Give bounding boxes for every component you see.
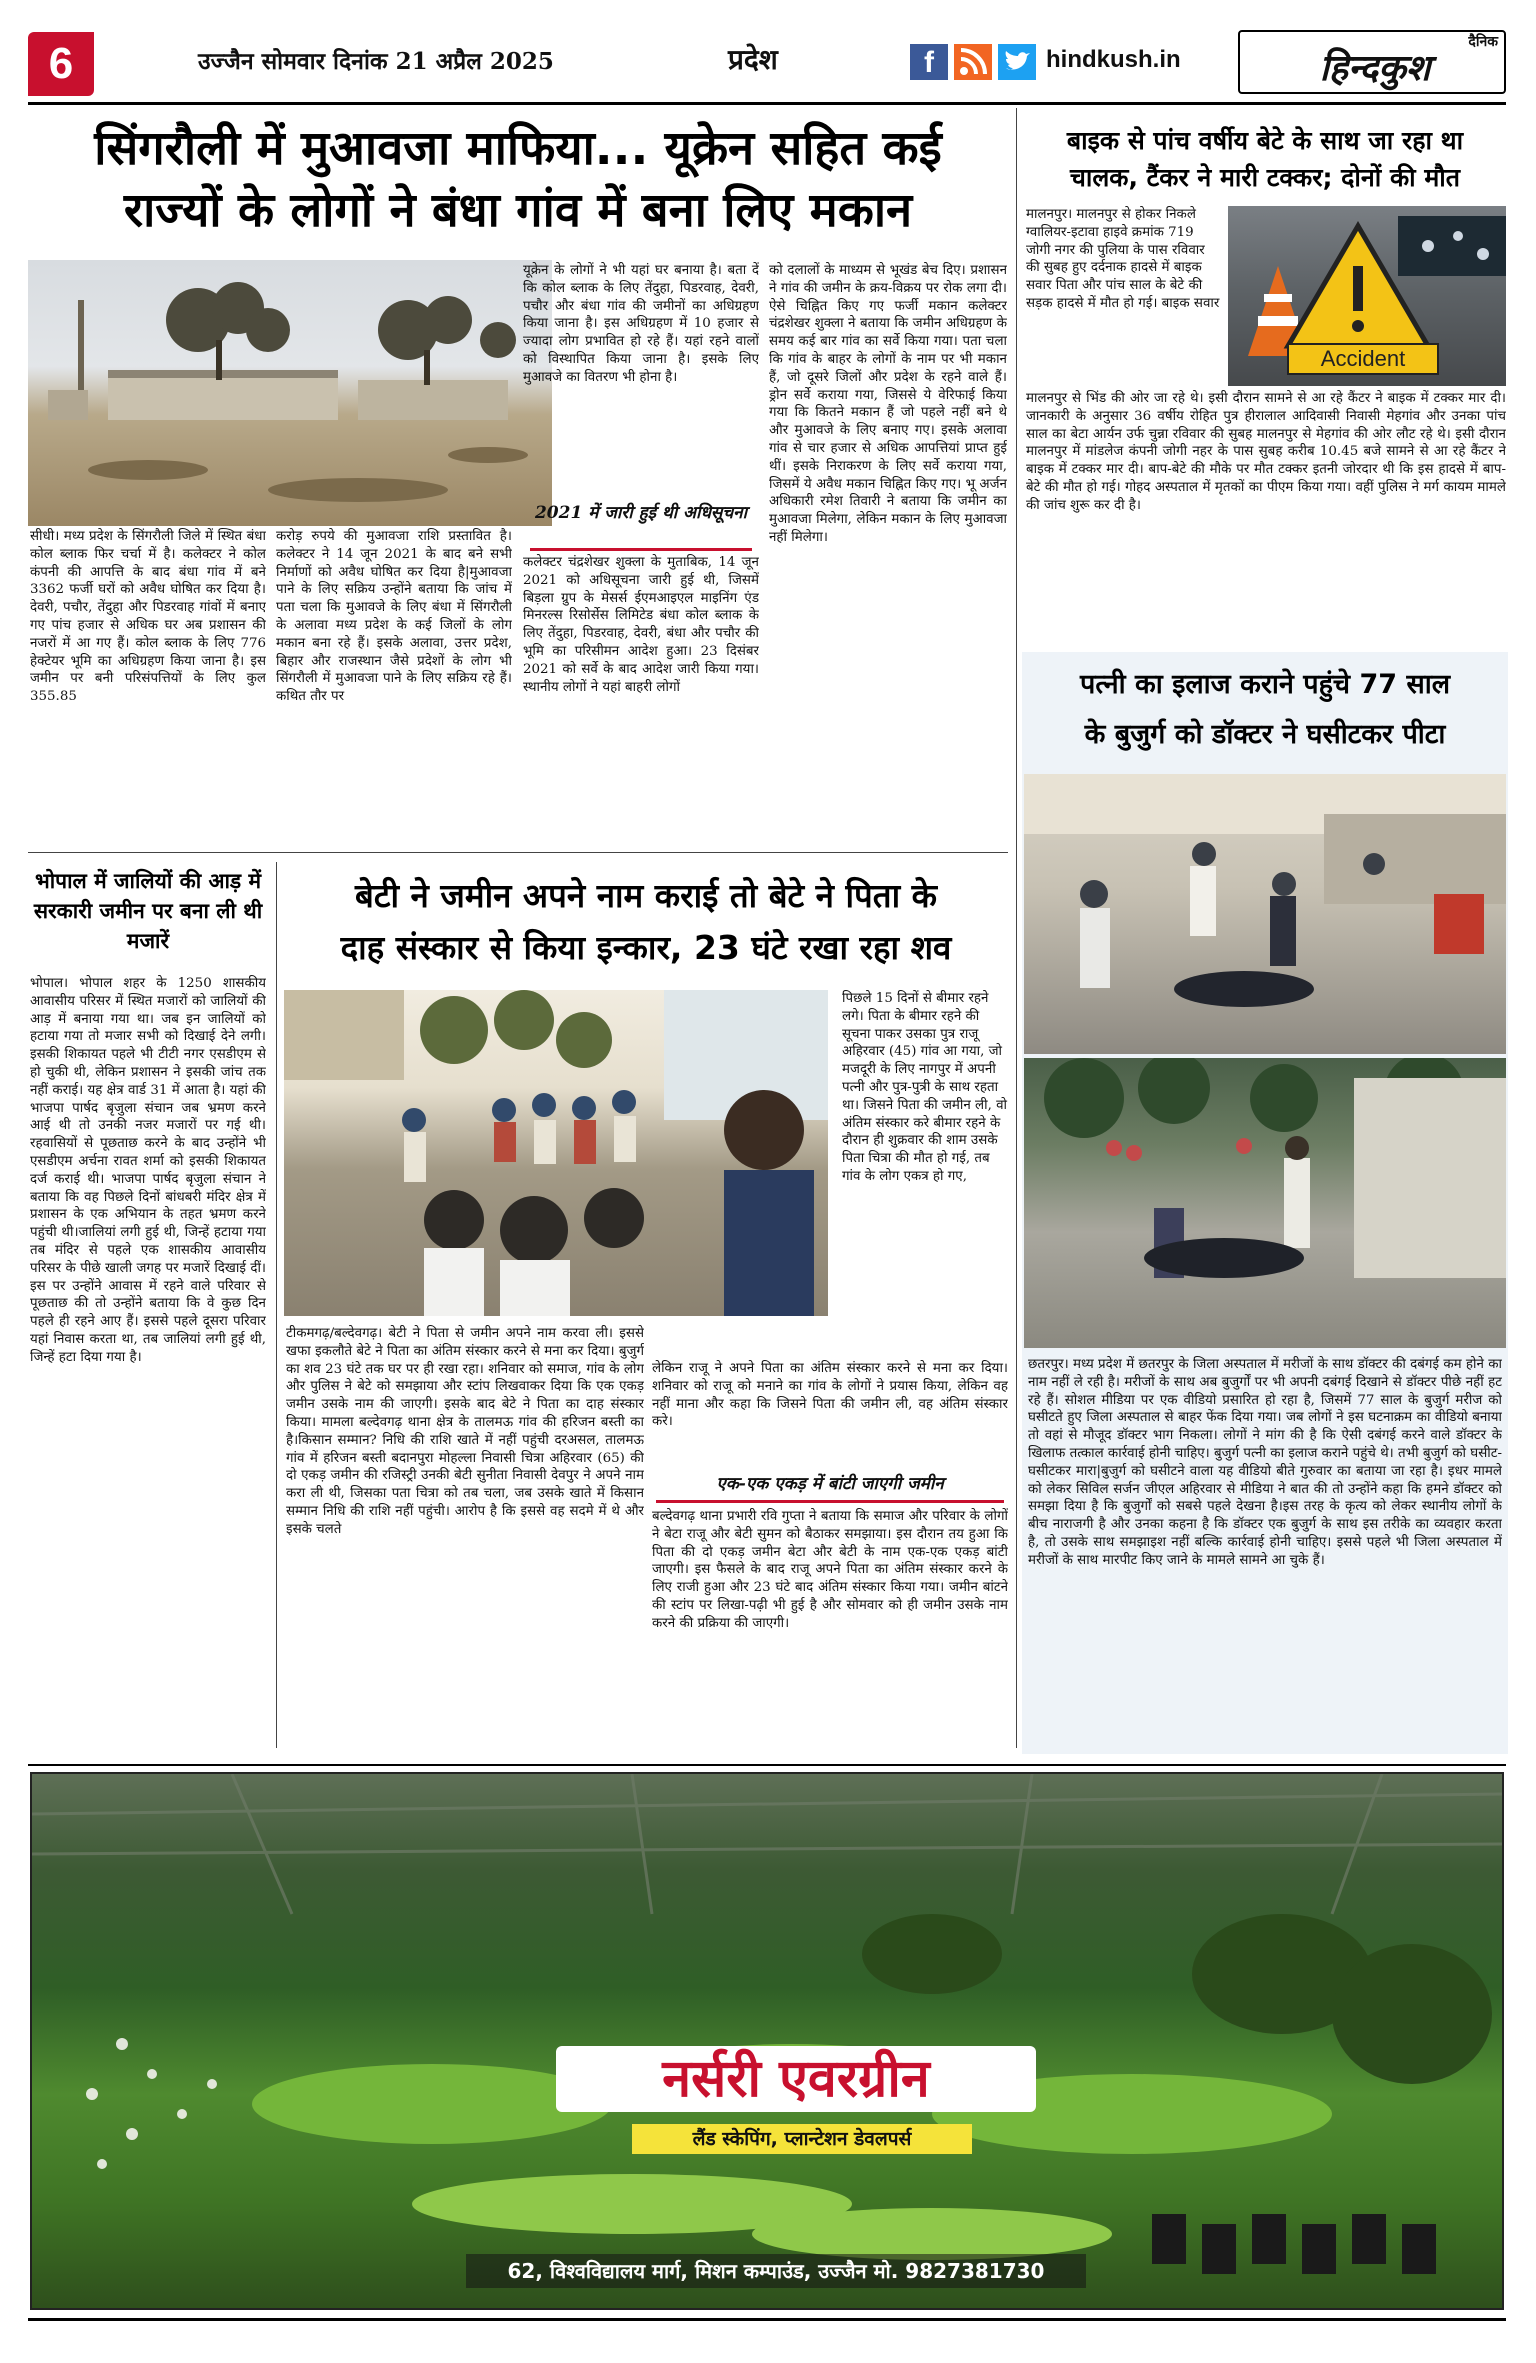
lead-story-col1: सीधी। मध्य प्रदेश के सिंगरौली जिले में स्थित बंधा कोल ब्लाक फिर चर्चा में है। कलेक्टर ने कोल कंपनी की आपत्ति के बाद बंधा गांव में बने 3362 फर्जी घरों को अवैध घोषित कर दिया है। देवरी, पचौर, तेंदुहा और पिडरवाह गांवों में बनाए गए पांच हजार से अधिक घर अब प्रशासन की नजरों में आ गए हैं। कोल ब्लाक के लिए 776 हेक्टेयर भूमि का अधिग्रहण किया जाना है। इस जमीन पर बनी परिसंपत्तियों के लिए कुल 355.85 — [30, 529, 266, 705]
accident-headline — [1024, 122, 1506, 196]
page-bottom-rule — [28, 2318, 1506, 2321]
ad-top-rule — [28, 1764, 1506, 1766]
dateline: उज्जैन सोमवार दिनांक 21 अप्रैल 2025 — [198, 48, 554, 75]
accident-photo — [1228, 206, 1506, 386]
accident-headline-line2: चालक, टैंकर ने मारी टक्कर; दोनों की मौत — [1069, 163, 1461, 192]
lead-story-subhead-rule — [530, 548, 752, 551]
paper-logo — [1238, 30, 1506, 94]
funeral-story-col2-top: लेकिन राजू ने अपने पिता का अंतिम संस्कार करने से मना कर दिया। शनिवार को राजू को मनाने का गांव के लोगों ने प्रयास किया, लेकिन वह नहीं माना और कहा कि जिसने पिता की जमीन ली, वह अंतिम संस्कार करे। — [652, 1361, 1008, 1430]
nursery-ad-tagline: लैंड स्केपिंग, प्लान्टेशन डेवलपर्स — [632, 2124, 972, 2154]
doctor-story-body: छतरपुर। मध्य प्रदेश में छतरपुर के जिला अस्पताल में मरीजों के साथ डॉक्टर की दबंगई कम होने का नाम नहीं ले रही है। मरीजों के साथ अब बुजुर्गों पर भी अपनी दबंगई दिखाने से डॉक्टर पीछे नहीं हट रहे हैं। सोशल मीडिया पर एक वीडियो प्रसारित हो रहा है, जिसमें 77 साल के बुजुर्ग मरीज को घसीटते हुए जिला अस्पताल से बाहर फेंक दिया गया। जब लोगों ने इस घटनाक्रम का वीडियो बनाया तो वहां से मौजूद डॉक्टर भाग निकला। लोगों ने मांग की है कि ऐसी दबंगई करने वाले डॉक्टर के खिलाफ तत्काल कार्रवाई होनी चाहिए। बुजुर्ग पत्नी का इलाज कराने पहुंचे थे। तभी बुजुर्ग को घसीट-घसीटकर मारा|बुजुर्ग को घसीटने वाला यह वीडियो बीते गुरुवार का बताया जा रहा है। इधर मामले को लेकर सिविल सर्जन जीएल अहिरवार से मीडिया ने बात की तो उन्होंने कहा कि हमने डॉक्टर को समझा दिया है कि बुजुर्गों को सबसे पहले देखना है।इस तरह के कृत्य को लेकर स्थानीय लोगों के बीच नाराजगी है और उनका कहना है कि डॉक्टर एक बुजुर्ग के साथ इस तरीके का व्यवहार करता है, तो उसके साथ समझाइश नहीं बल्कि कार्रवाई होनी चाहिए। इससे पहले भी जिला अस्पताल में मरीजों के साथ मारपीट किए जाने के मामले सामने आ चुके हैं। — [1028, 1357, 1502, 1568]
lead-headline — [28, 118, 1008, 242]
funeral-story-subhead: एक-एक एकड़ में बांटी जाएगी जमीन — [716, 1474, 944, 1494]
doctor-headline — [1028, 660, 1502, 760]
masthead-rule — [28, 102, 1506, 105]
paper-logo-small: दैनिक — [1468, 34, 1498, 50]
lead-story-col3-top: यूक्रेन के लोगों ने भी यहां घर बनाया है। बता दें कि कोल ब्लाक के लिए तेंदुहा, पिडरवाह, देवरी, पचौर और बंधा गांव की जमीनों का अधिग्रहण किया जाना है। इस अधिग्रहण में 10 हजार से ज्यादा लोग प्रभावित हो रहे हैं। यहां रहने वालों को विस्थापित किया जाना है। इसके लिए मुआवजे का वितरण भी होना है। — [523, 263, 759, 385]
lead-story-col3-bottom: कलेक्टर चंद्रशेखर शुक्ला के मुताबिक, 14 जून 2021 को अधिसूचना जारी हुई थी, जिसमें बिड़ला ग्रुप के मेसर्स ईएमआइएल माइनिंग एंड मिनरल्स रिसोर्सेस लिमिटेड बंधा कोल ब्लाक के लिए तेंदुहा, पिडरवाह, देवरी, बंधा और पचौर की भूमि का परिसीमन आदेश हुआ। 23 दिसंबर 2021 को सर्वे के बाद आदेश जारी किया गया। स्थानीय लोगों ने यहां बाहरी लोगों — [523, 555, 759, 695]
lead-headline-line2: राज्यों के लोगों ने बंधा गांव में बना लिए मकान — [123, 183, 913, 238]
masthead — [28, 30, 1506, 98]
accident-image-label: Accident — [1320, 346, 1406, 371]
nursery-ad-address: 62, विश्वविद्यालय मार्ग, मिशन कम्पाउंड, उज्जैन मो. 9827381730 — [466, 2254, 1086, 2288]
funeral-gathering-photo — [284, 990, 828, 1316]
rss-icon[interactable] — [954, 44, 992, 80]
bhopal-divider — [276, 862, 277, 1748]
doctor-headline-line2: के बुजुर्ग को डॉक्टर ने घसीटकर पीटा — [1084, 719, 1446, 750]
funeral-headline-line1: बेटी ने जमीन अपने नाम कराई तो बेटे ने पिता के — [355, 876, 937, 915]
bhopal-story-body: भोपाल। भोपाल शहर के 1250 शासकीय आवासीय परिसर में स्थित मजारों को जालियों की आड़ में बनाया गया था। जब इन जालियों को हटाया गया तो मजार सभी को दिखाई देने लगी। इसकी शिकायत पहले भी टीटी नगर एसडीएम से हो चुकी थी, लेकिन प्रशासन ने इसकी जांच तक नहीं कराई। यह क्षेत्र वार्ड 31 में आता है। यहां की भाजपा पार्षद बृजुला संचान जब भ्रमण करने आई थी तो उनकी नजर मजारों पर गई थी। रहवासियों से पूछताछ करने के बाद उन्होंने भी एसडीएम अर्चना रावत शर्मा को इसकी शिकायत दर्ज कराई थी। भाजपा पार्षद बृजुला संचान ने बताया कि वह पिछले दिनों बांधबरी मंदिर क्षेत्र में प्रशासन के एक अभियान के तहत भ्रमण करने पहुंची थी।जालियां लगी हुई थी, जिन्हें हटाया गया तब मंदिर से पहले एक शासकीय आवासीय परिसर के पीछे खाली जगह पर मजारें दिखाई दीं। इस पर उन्होंने आवास में रहने वाले परिवार से पूछताछ की तो उन्होंने बताया कि वे कुछ दिन पहले ही रहने आए हैं। इससे पहले दूसरा परिवार यहां निवास करता था, तब जालियां लगी हुई थी, जिन्हें हटा दिया गया है। — [30, 976, 266, 1365]
nursery-ad-photo[interactable] — [30, 1772, 1504, 2310]
funeral-headline-line2: दाह संस्कार से किया इन्कार, 23 घंटे रखा रहा शव — [340, 928, 952, 967]
accident-headline-line1: बाइक से पांच वर्षीय बेटे के साथ जा रहा था — [1066, 126, 1464, 155]
lead-story-bottom-rule — [28, 852, 1008, 853]
funeral-story-col1: टीकमगढ़/बल्देवगढ़। बेटी ने पिता से जमीन अपने नाम करवा ली। इससे खफा इकलौते बेटे ने पिता का अंतिम संस्कार करने से मना कर दिया। बुजुर्ग का शव 23 घंटे तक घर पर ही रखा रहा। शनिवार को समाज, गांव के लोग और पुलिस ने बेटे को समझाया और स्टांप लिखवाकर दिया कि एक एकड़ जमीन उसके नाम की जाएगी। इसके बाद बेटे ने पिता का दाह संस्कार किया। मामला बल्देवगढ़ थाना क्षेत्र के तालमऊ गांव की हरिजन बस्ती का है।किसान सम्मान? निधि की राशि खाते में नहीं पहुंची दरअसल, तालमऊ गांव में हरिजन बस्ती बदानपुरा मोहल्ला निवासी चित्रा अहिरवार (65) की दो एकड़ जमीन की रजिस्ट्री उनकी बेटी सुनीता निवासी देवपुर ने अपने नाम करा ली थी, जिसका पता चित्रा को तब चला, जब उसके खाते में किसान सम्मान निधि की राशि नहीं पहुंची। आरोप है कि इससे वह सदमे में थे और इसके चलते — [286, 1326, 644, 1537]
accident-side-text: मालनपुर। मालनपुर से होकर निकले ग्वालियर-इटावा हाइवे क्रमांक 719 जोगी नगर की पुलिया के पास रविवार की सुबह हुए दर्दनाक हादसे में बाइक सवार पिता और पांच साल के बेटे की सड़क हादसे में मौत हो गई। बाइक सवार — [1026, 207, 1220, 311]
nursery-ad-title: नर्सरी एवरग्रीन — [556, 2046, 1036, 2112]
village-houses-photo — [28, 260, 552, 526]
hospital-assault-photo-1 — [1024, 774, 1506, 1054]
lead-story-subhead: 2021 में जारी हुई थी अधिसूचना — [534, 503, 748, 523]
column-divider — [1016, 108, 1017, 1748]
facebook-icon[interactable]: f — [910, 44, 948, 80]
doctor-headline-line1: पत्नी का इलाज कराने पहुंचे 77 साल — [1079, 669, 1451, 700]
funeral-story-subhead-rule — [656, 1500, 1004, 1503]
funeral-headline — [284, 870, 1008, 974]
website-link[interactable]: hindkush.in — [1046, 46, 1181, 73]
social-icons — [910, 44, 1040, 80]
accident-story-body: मालनपुर से भिंड की ओर जा रहे थे। इसी दौरान सामने से आ रहे कैंटर ने बाइक में टक्कर मार दी। जानकारी के अनुसार 36 वर्षीय रोहित पुत्र हीरालाल आदिवासी निवासी मेहगांव और उनका पांच साल का बेटा आर्यन उर्फ चुन्ना रविवार की सुबह मालनपुर से मेहगांव की ओर लौट रहे थे। इसी दौरान मालनपुर में मांडलेज कंपनी जोगी नहर के पास सुबह करीब 10.45 बजे सामने से आ रहे कैंटर ने बाइक में टक्कर मार दी। बाप-बेटे की मौके पर मौत टक्कर इतनी जोरदार थी कि इस हादसे में बाप-बेटे की मौत हो गई। गोहद अस्पताल में मृतकों का पीएम किया गया। वहीं पुलिस ने मर्ग कायम मामले की जांच शुरू कर दी है। — [1026, 391, 1506, 513]
page-number: 6 — [48, 39, 74, 88]
hospital-assault-photo-2 — [1024, 1058, 1506, 1348]
bhopal-headline: भोपाल में जालियों की आड़ में सरकारी जमीन पर बना ली थी मजारें — [33, 869, 263, 953]
lead-story-col2: करोड़ रुपये की मुआवजा राशि प्रस्तावित है। कलेक्टर ने 14 जून 2021 के बाद बने सभी निर्माणों को अवैध घोषित कर दिया है|मुआवजा पाने के लिए सक्रिय उन्होंने बताया कि जांच में पता चला कि मुआवजे के लिए बंधा में सिंगरौली के अलावा मध्य प्रदेश के कई जिलों के लोग मकान बना रहे हैं। इसके अलावा, उत्तर प्रदेश, बिहार और राजस्थान जैसे प्रदेशों के लोग भी सिंगरौली में मुआवजा पाने के लिए सक्रिय रहे हैं।कथित तौर पर — [276, 529, 512, 705]
lead-story-col4: को दलालों के माध्यम से भूखंड बेच दिए। प्रशासन ने गांव की जमीन के क्रय-विक्रय पर रोक लगा दी।ऐसे चिह्नित किए गए फर्जी मकान कलेक्टर चंद्रशेखर शुक्ला ने बताया कि जमीन अधिग्रहण के समय कई बार गांव का सर्वे किया गया। पता चला कि गांव के बाहर के लोगों के नाम पर भी मकान हैं, जो दूसरे जिलों और प्रदेश के रहने वाले हैं। ड्रोन सर्वे कराया गया, जिससे ये वेरिफाई किया गया कि कितने मकान हैं जो पहले नहीं बने थे और मुआवजे के लिए बनाए गए। इसके अलावा गांव से चार हजार से अधिक आपत्तियां प्राप्त हुई थीं। इसके निराकरण के लिए सर्वे कराया गया, जिसमें ये अवैध मकान चिह्नित किए गए। भू अर्जन अधिकारी रमेश तिवारी ने बताया कि जमीन का मुआवजा मिलेगा, लेकिन मकान के लिए मुआवजा नहीं मिलेगा। — [769, 263, 1007, 545]
lead-headline-line1: सिंगरौली में मुआवजा माफिया... यूक्रेन सहित कई — [94, 121, 942, 176]
twitter-icon[interactable] — [998, 44, 1036, 80]
page-number-badge — [28, 32, 94, 96]
paper-logo-name: हिन्दकुश — [1319, 47, 1431, 89]
section-name: प्रदेश — [728, 43, 778, 76]
funeral-story-col2-bottom: बल्देवगढ़ थाना प्रभारी रवि गुप्ता ने बताया कि समाज और परिवार के लोगों ने बेटा राजू और बेटी सुमन को बैठाकर समझाया। इस दौरान तय हुआ कि पिता की दो एकड़ जमीन बेटा और बेटी के नाम एक-एक एकड़ बांटी जाएगी। इस फैसले के बाद राजू अपने पिता का अंतिम संस्कार करने के लिए राजी हुआ और 23 घंटे बाद अंतिम संस्कार किया गया। जमीन बांटने की स्टांप पर लिखा-पढ़ी भी हुई है और सोमवार को ही जमीन उसके नाम करने की प्रक्रिया की जाएगी। — [652, 1509, 1008, 1631]
funeral-side-text: पिछले 15 दिनों से बीमार रहने लगे। पिता के बीमार रहने की सूचना पाकर उसका पुत्र राजू अहिरवार (45) गांव आ गया, जो मजदूरी के लिए नागपुर में अपनी पत्नी और पुत्र-पुत्री के साथ रहता था। जिसने पिता की जमीन ली, वो अंतिम संस्कार करे बीमार रहने के दौरान ही शुक्रवार की शाम उसके पिता चित्रा की मौत हो गई, तब गांव के लोग एकत्र हो गए, — [842, 991, 1008, 1184]
doctor-story-box — [1022, 652, 1508, 1754]
